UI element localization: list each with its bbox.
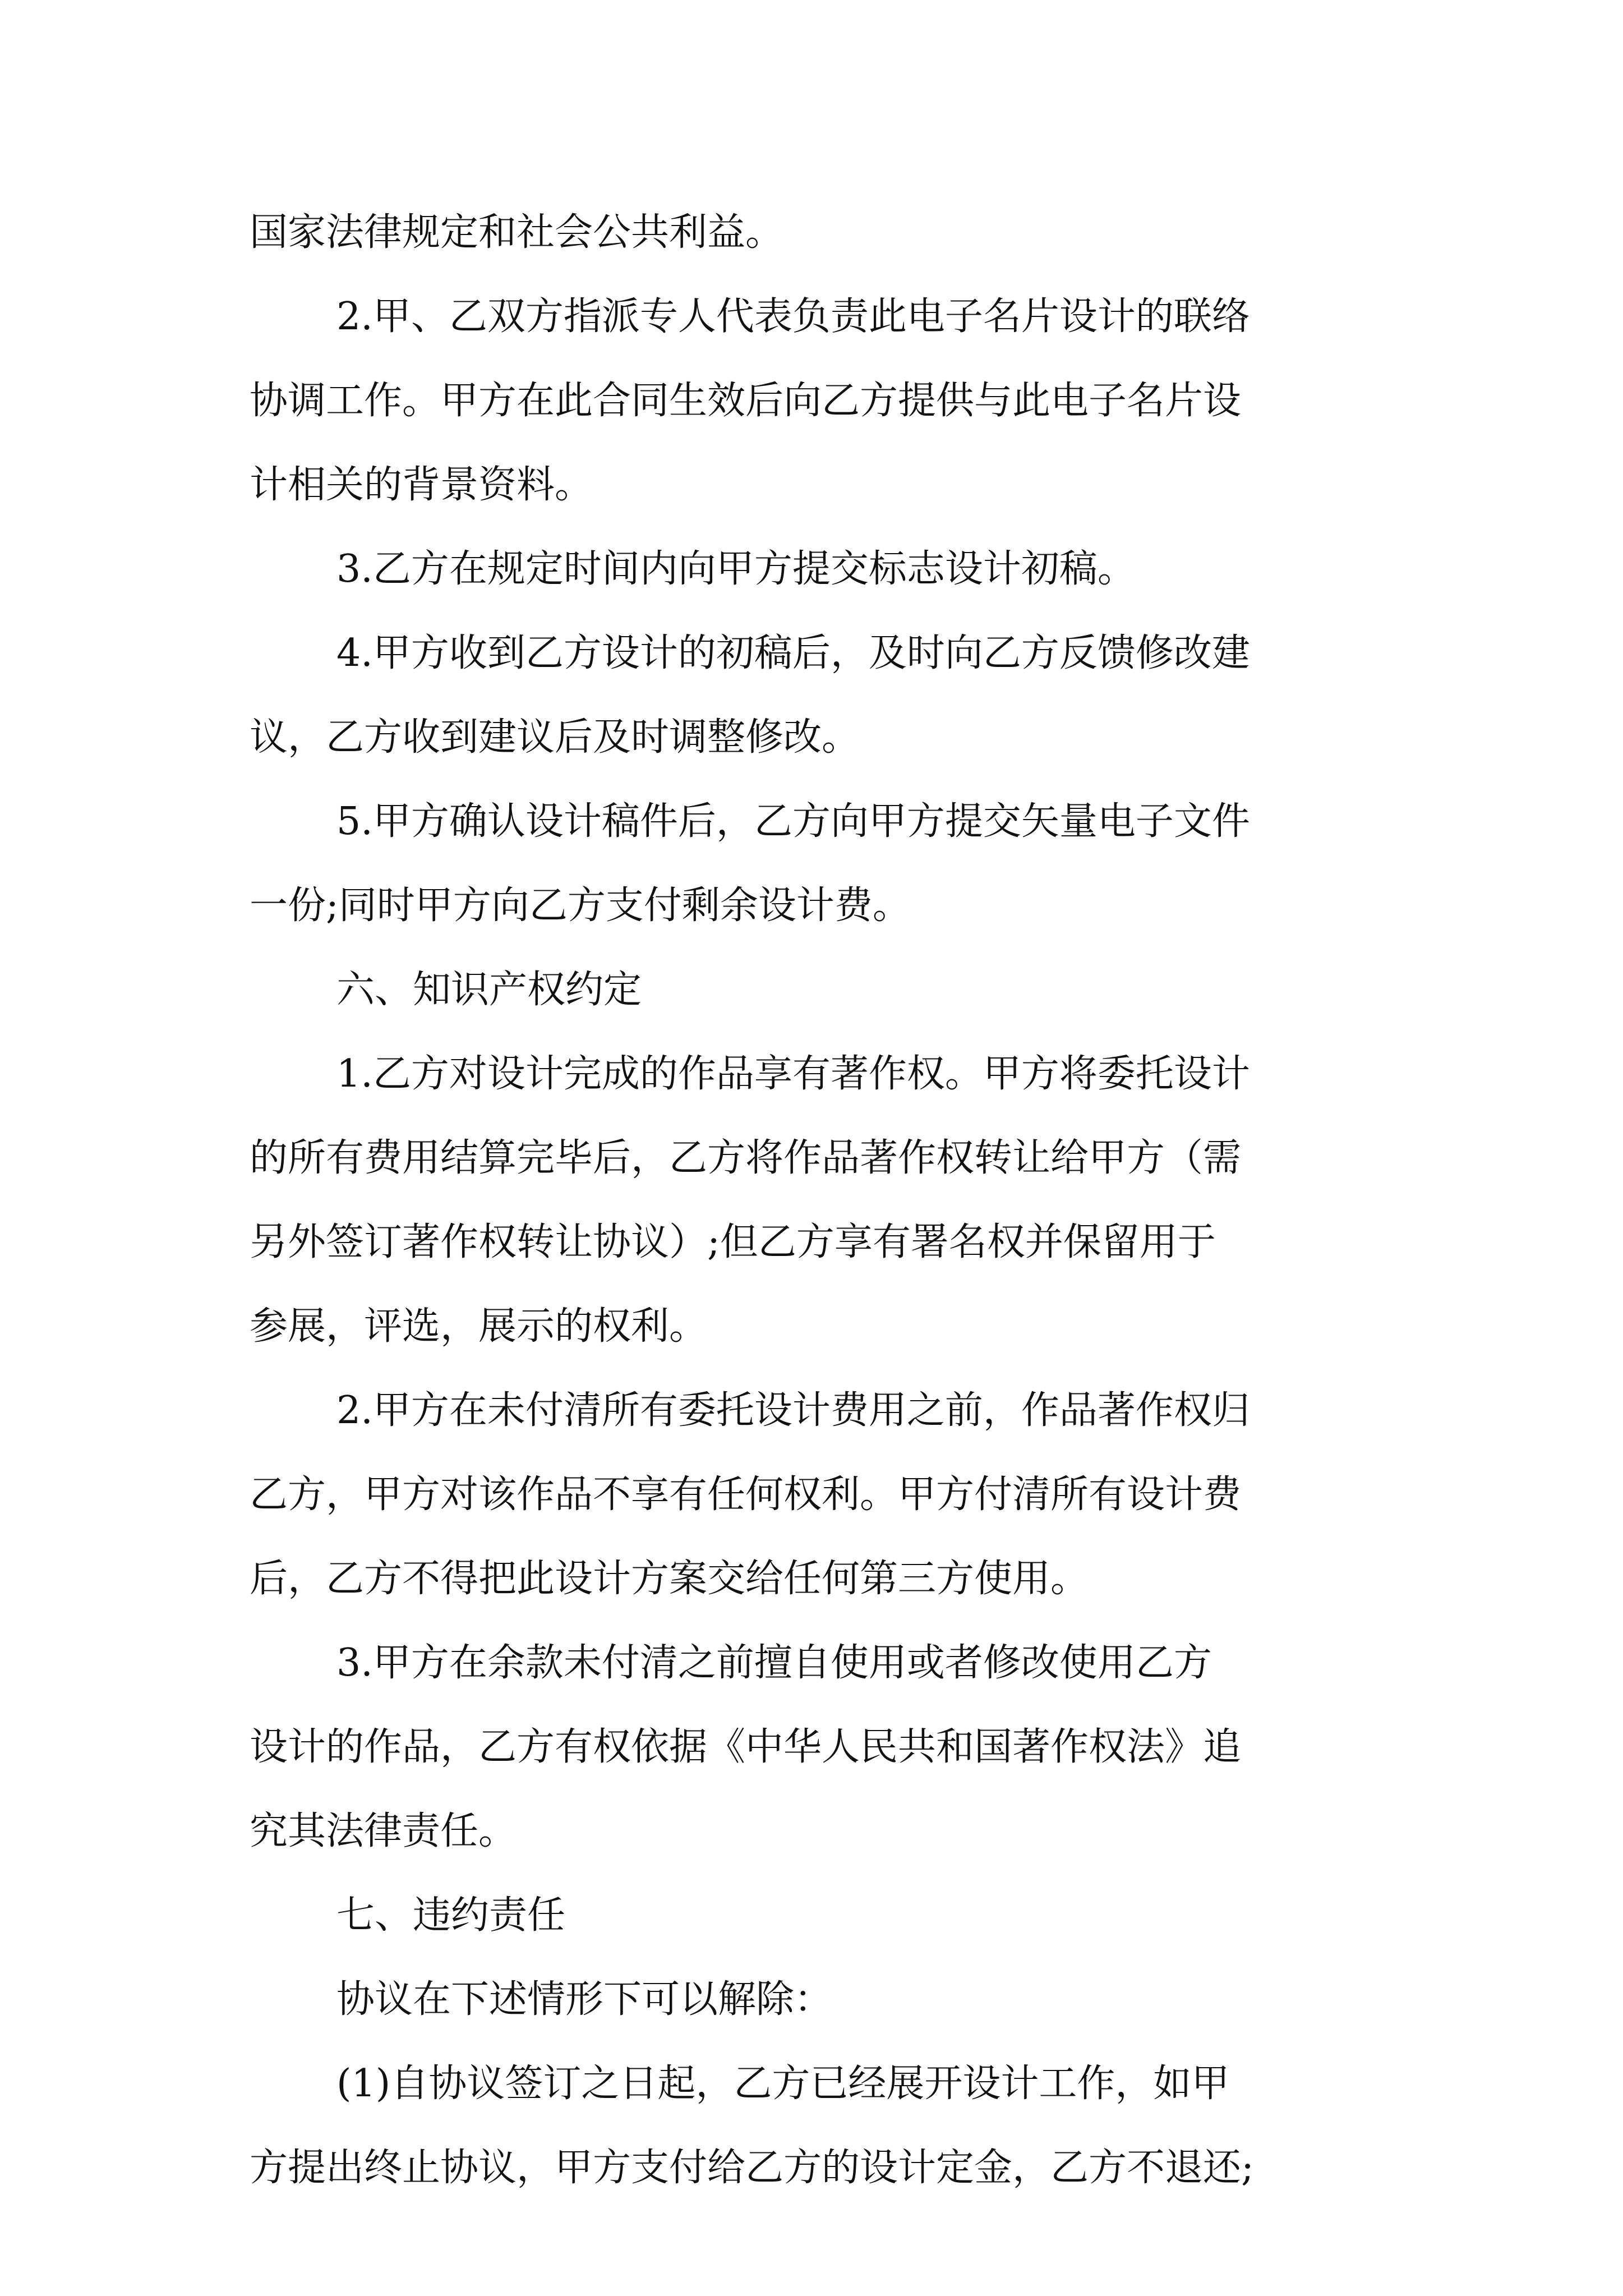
text-line: 国家法律规定和社会公共利益。 [250, 210, 784, 255]
text-line: 3.甲方在余款未付清之前擅自使用或者修改使用乙方 [336, 1641, 1212, 1685]
text-line: 协调工作。甲方在此合同生效后向乙方提供与此电子名片设 [250, 379, 1242, 423]
text-line: 的所有费用结算完毕后，乙方将作品著作权转让给甲方（需 [250, 1136, 1242, 1180]
text-line: 计相关的背景资料。 [250, 463, 593, 507]
text-line: 1.乙方对设计完成的作品享有著作权。甲方将委托设计 [336, 1052, 1250, 1096]
text-line: 一份;同时甲方向乙方支付剩余设计费。 [250, 884, 911, 928]
section-heading: 七、违约责任 [336, 1893, 566, 1938]
text-line: (1)自协议签订之日起，乙方已经展开设计工作，如甲 [336, 2062, 1230, 2106]
text-line: 设计的作品，乙方有权依据《中华人民共和国著作权法》追 [250, 1725, 1242, 1769]
text-line: 乙方，甲方对该作品不享有任何权利。甲方付清所有设计费 [250, 1473, 1242, 1517]
text-line: 协议在下述情形下可以解除： [336, 1977, 833, 2022]
text-line: 究其法律责任。 [250, 1809, 517, 1853]
section-heading: 六、知识产权约定 [336, 968, 642, 1012]
text-line: 2.甲方在未付清所有委托设计费用之前，作品著作权归 [336, 1388, 1250, 1433]
text-line: 3.乙方在规定时间内向甲方提交标志设计初稿。 [336, 547, 1136, 591]
text-line: 4.甲方收到乙方设计的初稿后，及时向乙方反馈修改建 [336, 631, 1250, 675]
text-line: 2.甲、乙双方指派专人代表负责此电子名片设计的联络 [336, 295, 1250, 339]
text-line: 5.甲方确认设计稿件后，乙方向甲方提交矢量电子文件 [336, 799, 1250, 844]
text-line: 方提出终止协议，甲方支付给乙方的设计定金，乙方不退还; [250, 2146, 1254, 2190]
text-line: 议，乙方收到建议后及时调整修改。 [250, 715, 860, 760]
text-line: 后，乙方不得把此设计方案交给任何第三方使用。 [250, 1557, 1089, 1601]
text-line: 参展，评选，展示的权利。 [250, 1304, 708, 1349]
text-line: 另外签订著作权转让协议）;但乙方享有署名权并保留用于 [250, 1220, 1216, 1264]
